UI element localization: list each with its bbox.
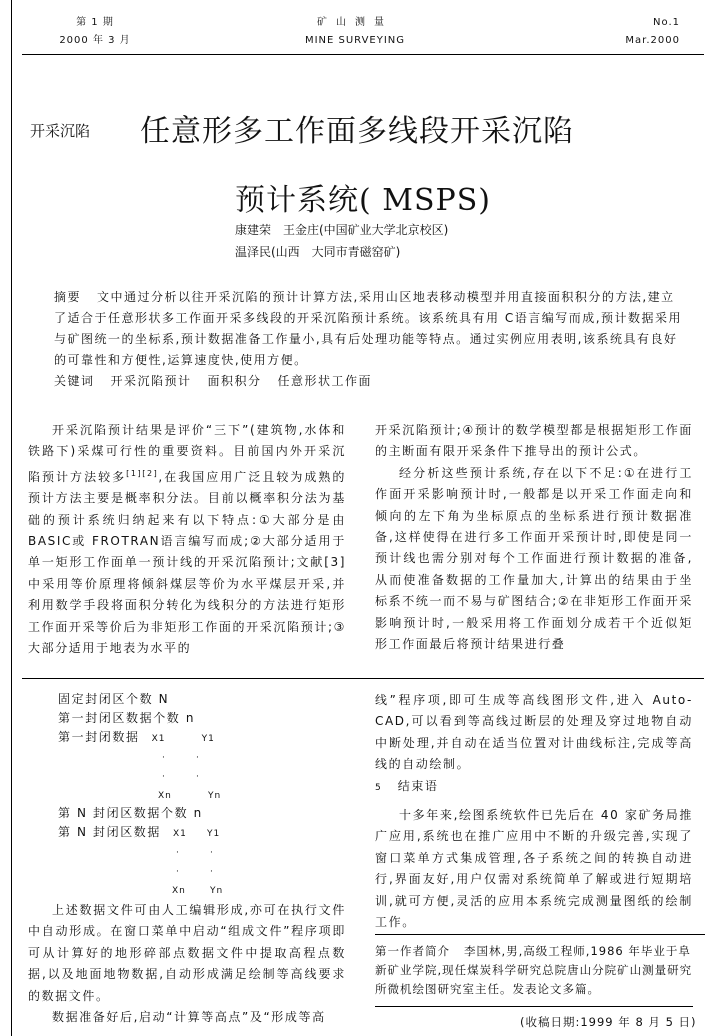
xn-label: Xn [172,886,186,896]
author-bio-text: 李国林,男,高级工程师,1986 年毕业于阜新矿业学院,现任煤炭科学研究总院唐山分院矿山测量研究所微机绘图研究室主任。发表论文多篇。 [375,944,693,996]
paragraph: 上述数据文件可由人工编辑形成,亦可在执行文件中自动形成。在窗口菜单中启动“组成文件”程序项即可从计算好的地形碎部点数据文件中提取高程点数据,以及地面地物数据,自动形成满足绘制等高线要求的数据文件。 [28,903,346,1003]
dot: · [162,753,166,763]
dot: · [196,753,200,763]
issue-en: No.1 [653,17,680,28]
body-top-left-column [28,420,346,659]
date-en: Mar.2000 [625,35,680,46]
section-tag: 开采沉陷 [30,122,91,140]
journal-name-en: MINE SURVEYING [304,35,406,46]
authors-line1: 康建荣 王金庄(中国矿业大学北京校区) [235,223,449,237]
dot: · [176,848,180,858]
keyword: 任意形状工作面 [277,374,373,388]
paragraph-text: 开采沉陷预计结果是评价“三下”(建筑物,水体和铁路下)采煤可行性的重要资料。目前国内外开采沉陷预计方法较多 [28,423,346,484]
section-heading [375,776,693,799]
received-date: (收稿日期:1999 年 8 月 5 日) [520,1015,697,1029]
header-issue-en [600,14,680,50]
data-format-line [58,823,346,842]
footnote-rule [375,934,705,935]
dot: · [210,867,214,877]
y1-label: Y1 [207,829,221,839]
data-format-label: 第 N 封闭区数据 [58,825,162,839]
author-bio [375,942,693,999]
paragraph: 数据准备好后,启动“计算等高点”及“形成等高 [52,1010,326,1025]
header-rule [22,54,704,55]
keyword: 开采沉陷预计 [110,374,192,388]
dot: · [176,867,180,877]
section-rule [22,678,704,679]
data-format-line: 固定封闭区个数 N [58,692,170,706]
body-bottom-right-column [375,690,693,933]
xn-label: Xn [158,791,172,801]
section-number: 5 [375,782,382,793]
author-bio-label: 第一作者简介 [375,944,450,958]
journal-name-cn: 矿山测量 [317,17,393,28]
issue-cn: 第 1 期 [76,17,114,28]
data-format-line [58,880,346,899]
paragraph: 开采沉陷预计;④预计的数学模型都是根据矩形工作面的主断面有限开采条件下推导出的预计公式。 [375,423,693,459]
page-left-border [11,0,12,1036]
data-format-block [28,690,346,899]
authors-line2: 温泽民(山西 大同市青磁窑矿) [235,245,401,259]
ellipsis-row [58,747,346,766]
abstract-label: 摘要 [54,290,82,304]
date-cn: 2000 年 3 月 [59,35,131,46]
dot: · [210,848,214,858]
article-title-line2: 预计系统( MSPS) [235,183,491,218]
ellipsis-row [58,842,346,861]
y1-label: Y1 [201,734,215,744]
authors [235,219,448,263]
paragraph: 十多年来,绘图系统软件已先后在 40 家矿务局推广应用,系统也在推广应用中不断的升级完善,实现了窗口菜单方式集成管理,各子系统之间的转换自动进行,界面友好,用户仅需对系统简单了解或进行短期培训,就可方便,灵活的应用本系统完成测量图纸的绘制工作。 [375,808,693,930]
ellipsis-row [58,861,346,880]
article-title-line1: 任意形多工作面多线段开采沉陷 [140,114,574,149]
header-issue-cn [55,14,135,50]
x1-label: X1 [151,734,166,744]
keywords-label: 关键词 [54,374,95,388]
data-format-line: 第一封闭区数据个数 n [58,711,196,725]
citation[interactable]: [1][2] [126,468,159,478]
x1-label: X1 [173,829,187,839]
paragraph: 经分析这些预计系统,存在以下不足:①在进行工作面开采影响预计时,一般都是以开采工作面走向和倾向的左下角为坐标原点的坐标系进行预计数据准备,这样使得在进行多工作面开采预计时,即使是同一预计线也需分别对每个工作面进行预计数据的准备,从而使准备数据的工作量加大,计算出的结果由于坐标系不统一而不易与矿图结合;②在非矩形工作面开采影响预计时,一般采用将工作面划分成若干个近似矩形工作面最后将预计结果进行叠 [375,465,693,652]
paragraph [28,420,346,659]
keywords [54,371,684,392]
paragraph: 线”程序项,即可生成等高线图形文件,进入 Auto-CAD,可以看到等高线过断层的处理及穿过地物自动中断处理,并自动在适当位置对计曲线标注,完成等高线的自动绘制。 [375,693,693,772]
section-title: 结束语 [397,778,439,793]
abstract-text: 文中通过分析以往开采沉陷的预计计算方法,采用山区地表移动模型并用直接面积积分的方法,建立了适合于任意形状多工作面开采多线段的开采沉陷预计系统。该系统具有用 C语言编写而成,预计数据采用与矿图统一的坐标系,预计数据准备工作量小,具有后处理功能等特点。通过实例应用表明,该系统具有良好的可靠性和方便性,运算速度快,使用方便。 [54,290,683,367]
data-format-label: 第一封闭数据 [58,730,140,744]
ellipsis-row [58,766,346,785]
header-journal [270,14,440,50]
data-format-line [58,728,346,747]
data-format-line: 第 N 封闭区数据个数 n [58,806,203,820]
dot: · [196,772,200,782]
yn-label: Yn [208,791,222,801]
footnote-rule-bottom [375,1006,693,1007]
body-top-right-column [375,420,693,655]
dot: · [162,772,166,782]
abstract [54,287,684,392]
body-bottom-left-column [28,690,346,1028]
paragraph-text: ,在我国应用广泛且较为成熟的预计方法主要是概率积分法。目前以概率积分法为基础的预计系统归纳起来有以下特点:①大部分是由 BASIC或 FROTRAN语言编写而成;②大部分适用于单一矩形工作面单一预计线的开采沉陷预计;文献[3]中采用等价原理将倾斜煤层等价为水平煤层开采,并利用数学手段将面积分转化为线积分的方法进行矩形工作面开采等价后为非矩形工作面的开采沉陷预计;③大部分适用于地表为水平的 [28,469,347,656]
yn-label: Yn [210,886,224,896]
keyword: 面积积分 [207,374,262,388]
data-format-line [58,785,346,804]
